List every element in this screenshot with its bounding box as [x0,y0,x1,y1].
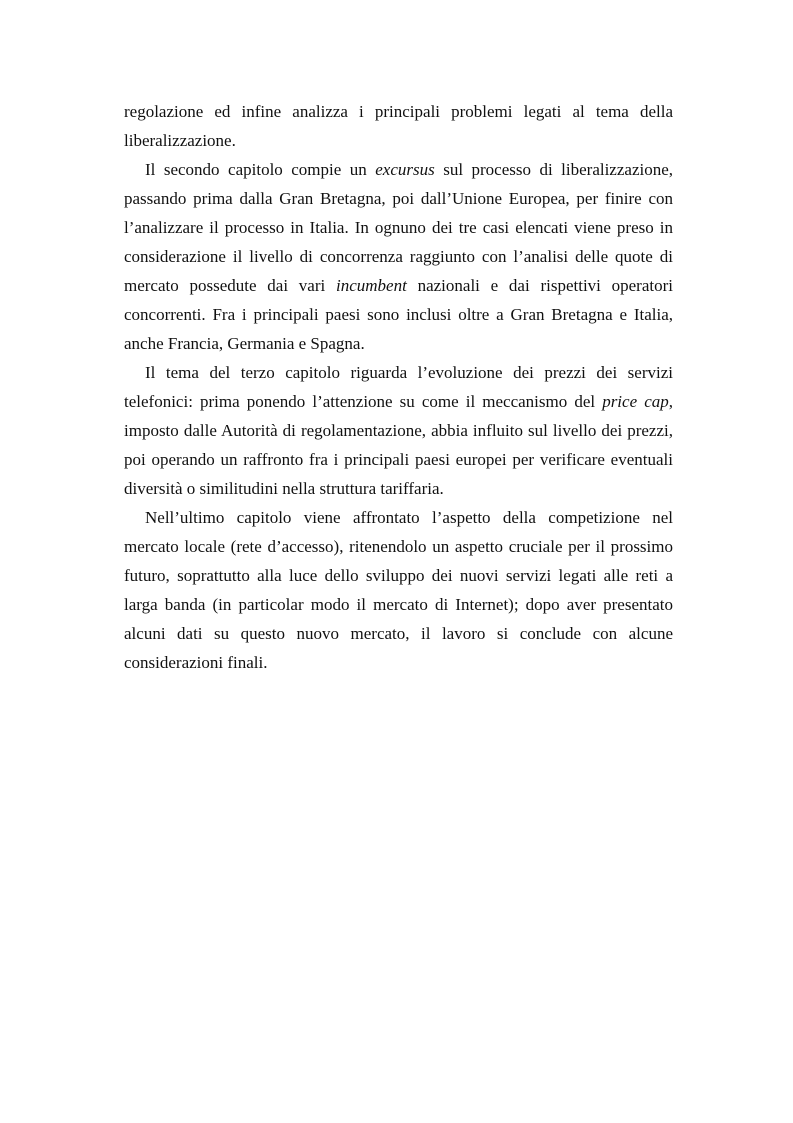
italic-term-price-cap: price cap [602,392,669,411]
paragraph-4 [124,503,673,677]
text-segment: nazionali e dai rispettivi operatori concorrenti. Fra i principali paesi sono inclusi oltre a Gran Bretagna e Italia, anche Francia, Germania e Spagna. [124,276,673,353]
text-segment: Il tema del terzo capitolo riguarda l’evoluzione dei prezzi dei servizi telefonici: prima ponendo l’attenzione su come il meccanismo del [124,363,673,411]
paragraph-3 [124,358,673,503]
document-body [124,97,673,677]
text-segment: Nell’ultimo capitolo viene affrontato l’aspetto della competizione nel mercato locale (rete d’accesso), ritenendolo un aspetto cruciale per il prossimo futuro, soprattutto alla luce dello sviluppo dei nuovi servizi legati alle reti a larga banda (in particolar modo il mercato di Internet); dopo aver presentato alcuni dati su questo nuovo mercato, il lavoro si conclude con alcune considerazioni finali. [124,508,673,672]
italic-term-excursus: excursus [375,160,435,179]
italic-term-incumbent: incumbent [336,276,407,295]
text-segment: Il secondo capitolo compie un [145,160,376,179]
text-segment: sul processo di liberalizzazione, passando prima dalla Gran Bretagna, poi dall’Unione Europea, per finire con l’analizzare il processo in Italia. In ognuno dei tre casi elencati viene preso in considerazione il livello di concorrenza raggiunto con l’analisi delle quote di mercato possedute dai vari [124,160,674,295]
paragraph-1 [124,97,673,155]
text-segment: , imposto dalle Autorità di regolamentazione, abbia influito sul livello dei prezzi, poi operando un raffronto fra i principali paesi europei per verificare eventuali diversità o similitudini nella struttura tariffaria. [124,392,673,498]
paragraph-2 [124,155,673,358]
text-segment: regolazione ed infine analizza i principali problemi legati al tema della liberalizzazione. [124,102,673,150]
